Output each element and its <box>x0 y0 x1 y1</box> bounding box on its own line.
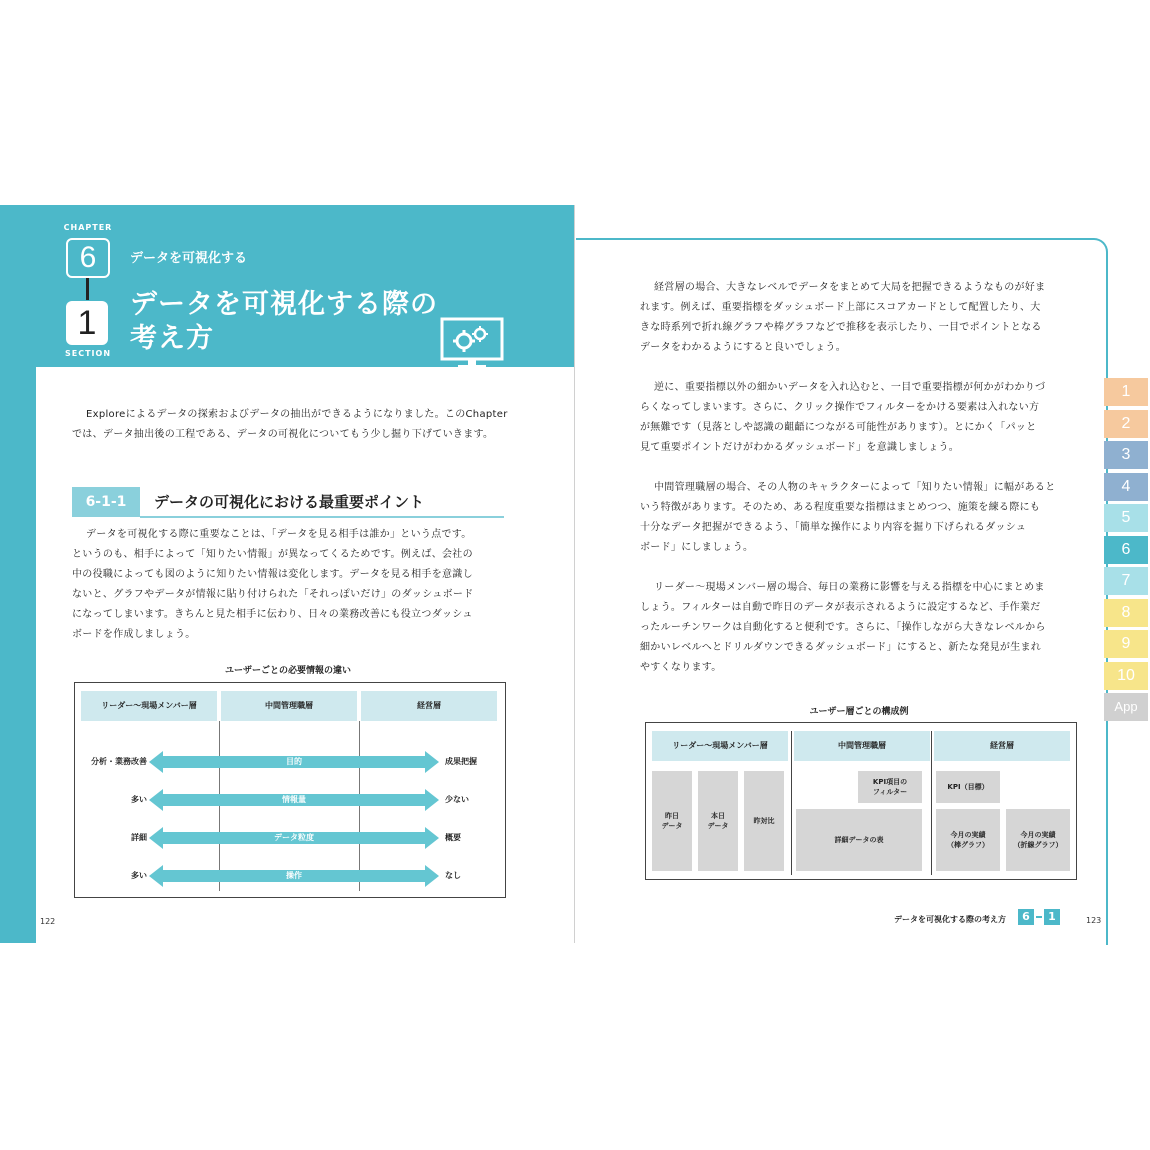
body-paragraph <box>72 525 512 645</box>
arrow-row <box>75 865 505 887</box>
body-line: 経営層の場合、大きなレベルでデータをまとめて大局を把握できるようなものが好ま <box>654 282 1046 293</box>
arrow-label: 情報量 <box>282 795 306 804</box>
chapter-title: データを可視化する <box>130 251 248 266</box>
badge-connector <box>1036 916 1042 918</box>
subsection-title: データの可視化における最重要ポイント <box>154 493 425 511</box>
intro-line: では、データ抽出後の工程である、データの可視化についてもう少し掘り下げていきます。 <box>72 429 494 440</box>
body-line: ったルーチンワークは自動化すると便利です。さらに、「操作しながら大きなレベルから <box>640 622 1046 633</box>
body-line: 中の役職によっても図のように知りたい情報は変化します。データを見る相手を意識し <box>72 569 473 580</box>
chapter-tab[interactable]: 1 <box>1104 378 1148 406</box>
chapter-tab[interactable]: App <box>1104 693 1148 721</box>
figure-header-cell: 中間管理職層 <box>221 691 357 721</box>
kpi-target-cell: KPI（目標） <box>936 771 1000 803</box>
body-line: しょう。フィルターは自動で昨日のデータが表示されるように設定するなど、手作業だ <box>640 602 1041 613</box>
arrow-right-label: 少ない <box>445 795 469 804</box>
left-page-side-band <box>0 205 36 943</box>
body-line: ボード」にしましょう。 <box>640 542 754 553</box>
intro-paragraph <box>72 405 512 445</box>
column-divider <box>931 731 932 875</box>
chapter-tab[interactable]: 8 <box>1104 599 1148 627</box>
user-info-figure <box>74 682 506 898</box>
paragraph <box>640 378 1076 458</box>
chapter-label: CHAPTER <box>63 223 113 232</box>
arrow-label: 目的 <box>286 757 302 766</box>
chapter-number-box: 6 <box>66 238 110 278</box>
month-bar-chart-cell: 今月の実績 （棒グラフ） <box>936 809 1000 871</box>
arrow-row <box>75 751 505 773</box>
body-line: 中間管理職層の場合、その人物のキャラクターによって「知りたい情報」に幅があると <box>654 482 1056 493</box>
month-line-chart-cell: 今月の実績 （折線グラフ） <box>1006 809 1070 871</box>
body-line: 十分なデータ把握ができるよう、「簡単な操作により内容を掘り下げられるダッシュ <box>640 522 1027 533</box>
chapter-tab[interactable]: 9 <box>1104 630 1148 658</box>
arrow-left-label: 多い <box>131 795 147 804</box>
figure-title: ユーザー層ごとの構成例 <box>809 707 909 717</box>
body-line: になってしまいます。きちんと見た相手に伝わり、日々の業務改善にも役立つダッシュ <box>72 609 473 620</box>
arrow-right-label: 成果把握 <box>445 757 477 766</box>
arrow-label: 操作 <box>286 871 302 880</box>
body-line: ないと、グラフやデータが情報に貼り付けられた「それっぽいだけ」のダッシュボード <box>72 589 474 600</box>
body-line: ボードを作成しましょう。 <box>72 629 196 640</box>
body-line: 細かいレベルへとドリルダウンできるダッシュボード」にすると、新たな発見が生まれ <box>640 642 1042 653</box>
body-line: リーダー〜現場メンバー層の場合、毎日の業務に影響を与える指標を中心にまとめま <box>654 582 1045 593</box>
body-line: きな時系列で折れ線グラフや棒グラフなどで推移を表示したり、一目でポイントとなる <box>640 322 1042 333</box>
body-line: 見て重要ポイントだけがわかるダッシュボード」を意識しましょう。 <box>640 442 960 453</box>
chapter-tab[interactable]: 2 <box>1104 410 1148 438</box>
section-label: SECTION <box>64 349 112 358</box>
figure-header-cell: 経営層 <box>934 731 1070 761</box>
page-number: 123 <box>1086 916 1102 925</box>
chapter-tab[interactable]: 4 <box>1104 473 1148 501</box>
footer-chapter-badge: 6 <box>1018 909 1034 925</box>
page-number: 122 <box>40 917 56 926</box>
today-data-cell: 本日 データ <box>698 771 738 871</box>
body-line: というのも、相手によって「知りたい情報」が異なってくるためです。例えば、会社の <box>72 549 473 560</box>
chapter-tab[interactable]: 10 <box>1104 662 1148 690</box>
arrow-left-label: 分析・業務改善 <box>91 757 147 766</box>
body-line: やすくなります。 <box>640 662 722 673</box>
subsection-number: 6-1-1 <box>72 487 140 517</box>
body-line: れます。例えば、重要指標をダッシュボード上部にスコアカードとして配置したり、大 <box>640 302 1041 313</box>
arrow-left-label: 詳細 <box>131 833 147 842</box>
figure-title: ユーザーごとの必要情報の違い <box>224 666 351 676</box>
chapter-tab[interactable]: 7 <box>1104 567 1148 595</box>
arrow-right-label: 概要 <box>445 833 461 842</box>
body-line: データをわかるようにすると良いでしょう。 <box>640 342 846 353</box>
chapter-tab[interactable]: 3 <box>1104 441 1148 469</box>
chapter-section-connector <box>86 278 89 300</box>
kpi-filter-cell: KPI項目の フィルター <box>858 771 922 803</box>
detail-table-cell: 詳細データの表 <box>796 809 922 871</box>
figure-header-cell: リーダー〜現場メンバー層 <box>652 731 788 761</box>
subsection-underline <box>140 516 504 518</box>
section-number-box: 1 <box>66 301 108 345</box>
arrow-label: データ粒度 <box>274 833 314 842</box>
layout-example-figure <box>645 722 1077 880</box>
body-line: データを可視化する際に重要なことは、「データを見る相手は誰か」という点です。 <box>86 529 472 540</box>
body-line: いう特徴があります。そのため、ある程度重要な指標はまとめつつ、施策を練る際にも <box>640 502 1041 513</box>
chapter-tab[interactable]: 5 <box>1104 504 1148 532</box>
yesterday-data-cell: 昨日 データ <box>652 771 692 871</box>
arrow-left-label: 多い <box>131 871 147 880</box>
paragraph <box>640 578 1076 678</box>
chapter-tab[interactable]: 6 <box>1104 536 1148 564</box>
body-line: 逆に、重要指標以外の細かいデータを入れ込むと、一目で重要指標が何かがわかりづ <box>654 382 1046 393</box>
arrow-right-label: なし <box>445 871 461 880</box>
monitor-gear-icon <box>440 317 506 375</box>
right-text <box>640 278 1076 678</box>
paragraph <box>640 478 1076 558</box>
section-title-line2: 考え方 <box>130 323 214 354</box>
subsection-heading <box>72 487 504 517</box>
figure-header-cell: 中間管理職層 <box>794 731 930 761</box>
column-divider <box>791 731 792 875</box>
body-line: らくなってしまいます。さらに、クリック操作でフィルターをかける要素は入れない方 <box>640 402 1040 413</box>
paragraph <box>640 278 1076 358</box>
left-page <box>0 205 575 943</box>
body-line: が無難です（見落としや認識の齟齬につながる可能性があります）。とにかく「パッと <box>640 422 1037 433</box>
arrow-row <box>75 789 505 811</box>
yoy-cell: 昨対比 <box>744 771 784 871</box>
figure-header-cell: 経営層 <box>361 691 497 721</box>
footer-title: データを可視化する際の考え方 <box>894 915 1006 924</box>
arrow-row <box>75 827 505 849</box>
figure-header-cell: リーダー〜現場メンバー層 <box>81 691 217 721</box>
intro-line: Exploreによるデータの探索およびデータの抽出ができるようになりました。このChapter <box>86 409 508 420</box>
footer-section-badge: 1 <box>1044 909 1060 925</box>
section-title-line1: データを可視化する際の <box>130 289 438 320</box>
